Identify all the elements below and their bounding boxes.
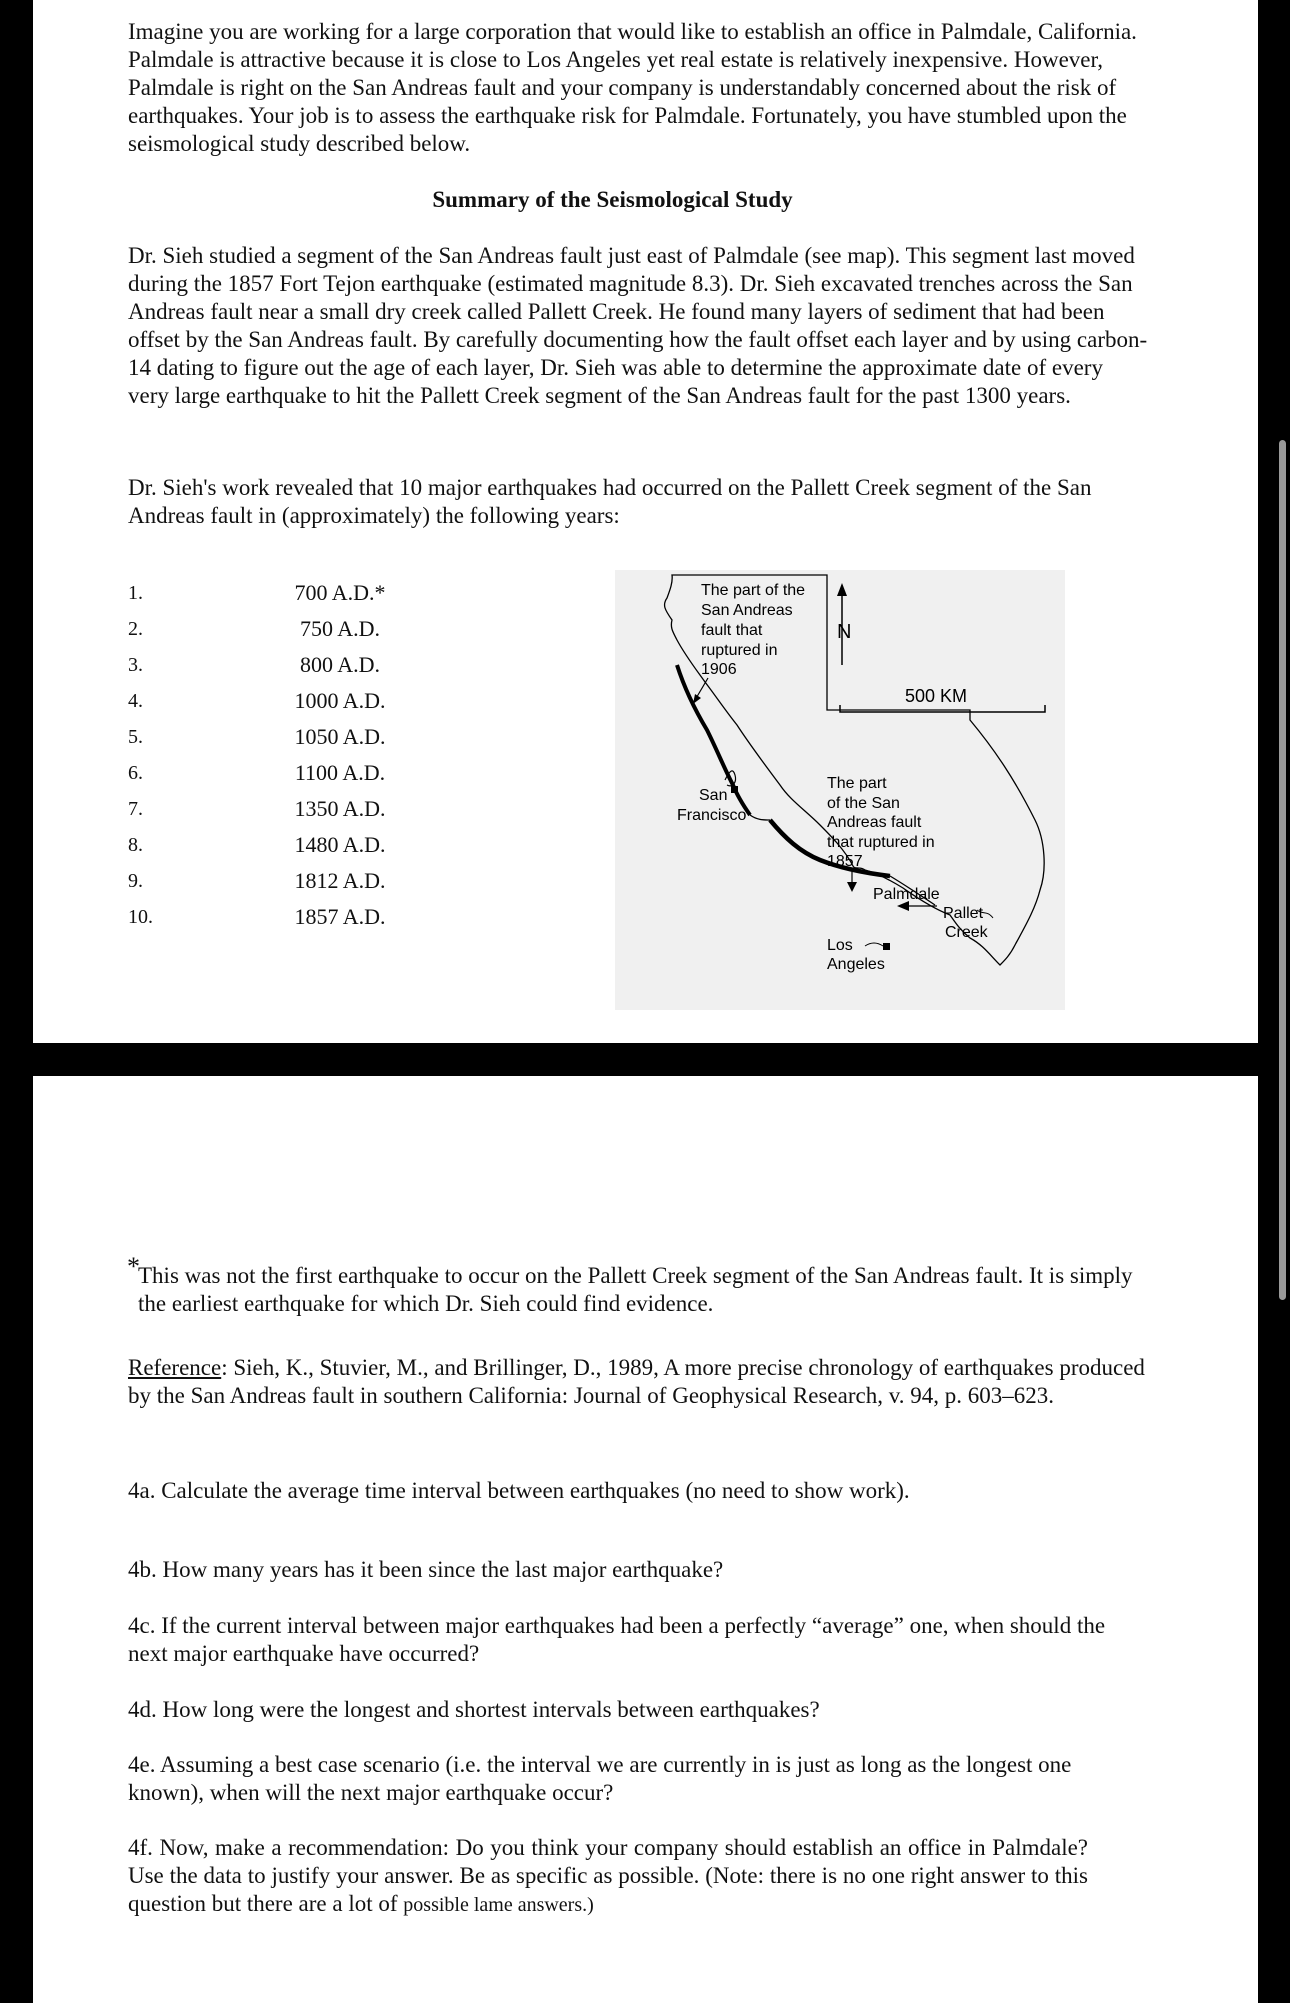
summary-title: Summary of the Seismological Study — [432, 187, 793, 212]
earthquake-year: 1812 A.D. — [294, 868, 386, 893]
earthquake-year: 1050 A.D. — [294, 724, 386, 749]
list-number: 10. — [128, 906, 153, 928]
reference-label: Reference — [128, 1355, 222, 1380]
label-los-angeles: Los Angeles — [827, 937, 885, 973]
earthquake-year: 1350 A.D. — [294, 796, 386, 821]
list-number: 2. — [128, 618, 143, 640]
list-number: 3. — [128, 654, 143, 676]
footnote-paragraph: This was not the first earthquake to occur on the Pallett Creek segment of the San Andreas fault. It is simply the earliest earthquake for which Dr. Sieh could find evidence. — [138, 1263, 1133, 1316]
question-4f-text: 4f. Now, make a recommendation: Do you think your company should establish an office in Palmdale? Use the data to justify your answer. Be as specific as possible. (Note: there is no one right answer to this question but there are a lot of — [128, 1835, 1088, 1916]
california-fault-map — [615, 570, 1065, 1010]
earthquake-year: 1000 A.D. — [294, 688, 386, 713]
label-pallet-creek: Pallet Creek — [943, 905, 988, 941]
question-4c: 4c. If the current interval between major earthquakes had been a perfectly “average” one, when should the next major earthquake have occurred? — [128, 1613, 1106, 1666]
label-san-francisco: San Francisco — [677, 787, 747, 824]
earthquake-year: 1857 A.D. — [294, 904, 386, 929]
question-4d: 4d. How long were the longest and shortest intervals between earthquakes? — [128, 1697, 820, 1722]
question-4b: 4b. How many years has it been since the last major earthquake? — [128, 1557, 724, 1582]
los-angeles-marker — [883, 943, 890, 950]
san-francisco-marker — [731, 786, 738, 793]
intro-paragraph: Imagine you are working for a large corporation that would like to establish an office in Palmdale, California. Palmdale is attractive because it is close to Los Angeles yet real estate is relatively inexpensive. However, Palmdale is right on the San Andreas fault and your company is understandably concerned about the risk of earthquakes. Your job is to assess the earthquake risk for Palmdale. Fortunately, you have stumbled upon the seismological study described below. — [128, 19, 1137, 156]
north-label: N — [837, 621, 852, 643]
list-number: 1. — [128, 582, 143, 604]
findings-paragraph: Dr. Sieh's work revealed that 10 major earthquakes had occurred on the Pallett Creek segment of the San Andreas fault in (approximately) the following years: — [128, 475, 1092, 528]
scale-label: 500 KM — [905, 686, 968, 706]
footnote-marker: * — [127, 1252, 140, 1281]
vertical-scrollbar[interactable] — [1279, 440, 1286, 1300]
label-palmdale: Palmdale — [873, 886, 940, 903]
summary-paragraph: Dr. Sieh studied a segment of the San Andreas fault just east of Palmdale (see map). This segment last moved during the 1857 Fort Tejon earthquake (estimated magnitude 8.3). Dr. Sieh excavated trenches across the San Andreas fault near a small dry creek called Pallett Creek. He found many layers of sediment that had been offset by the San Andreas fault. By carefully documenting how the fault offset each layer and by using carbon-14 dating to figure out the age of each layer, Dr. Sieh was able to determine the approximate date of every very large earthquake to hit the Pallett Creek segment of the San Andreas fault for the past 1300 years. — [128, 243, 1148, 408]
earthquake-year: 1100 A.D. — [294, 760, 386, 785]
list-number: 4. — [128, 690, 143, 712]
earthquake-year: 700 A.D.* — [294, 580, 386, 605]
list-number: 8. — [128, 834, 143, 856]
question-4e: 4e. Assuming a best case scenario (i.e. the interval we are currently in is just as long as the longest one known), when will the next major earthquake occur? — [128, 1752, 1072, 1805]
label-1906-rupture: The part of the San Andreas fault that ruptured in 1906 — [701, 582, 806, 678]
earthquake-year: 800 A.D. — [299, 652, 381, 677]
list-number: 7. — [128, 798, 143, 820]
reference-text: : Sieh, K., Stuvier, M., and Brillinger, D., 1989, A more precise chronology of earthquakes produced by the San Andreas fault in southern California: Journal of Geophysical Research, v. 94, p. 603–623. — [128, 1355, 1145, 1408]
question-4f-tail: possible lame answers.) — [403, 1894, 594, 1916]
label-1857-rupture: The part of the San Andreas fault that ruptured in 1857 — [827, 775, 935, 870]
question-4a: 4a. Calculate the average time interval between earthquakes (no need to show work). — [128, 1478, 910, 1503]
list-number: 9. — [128, 870, 143, 892]
earthquake-year: 750 A.D. — [299, 616, 381, 641]
earthquake-year: 1480 A.D. — [294, 832, 386, 857]
list-number: 5. — [128, 726, 143, 748]
list-number: 6. — [128, 762, 143, 784]
reference-paragraph — [128, 1354, 1148, 1410]
question-4f — [128, 1834, 1088, 1919]
